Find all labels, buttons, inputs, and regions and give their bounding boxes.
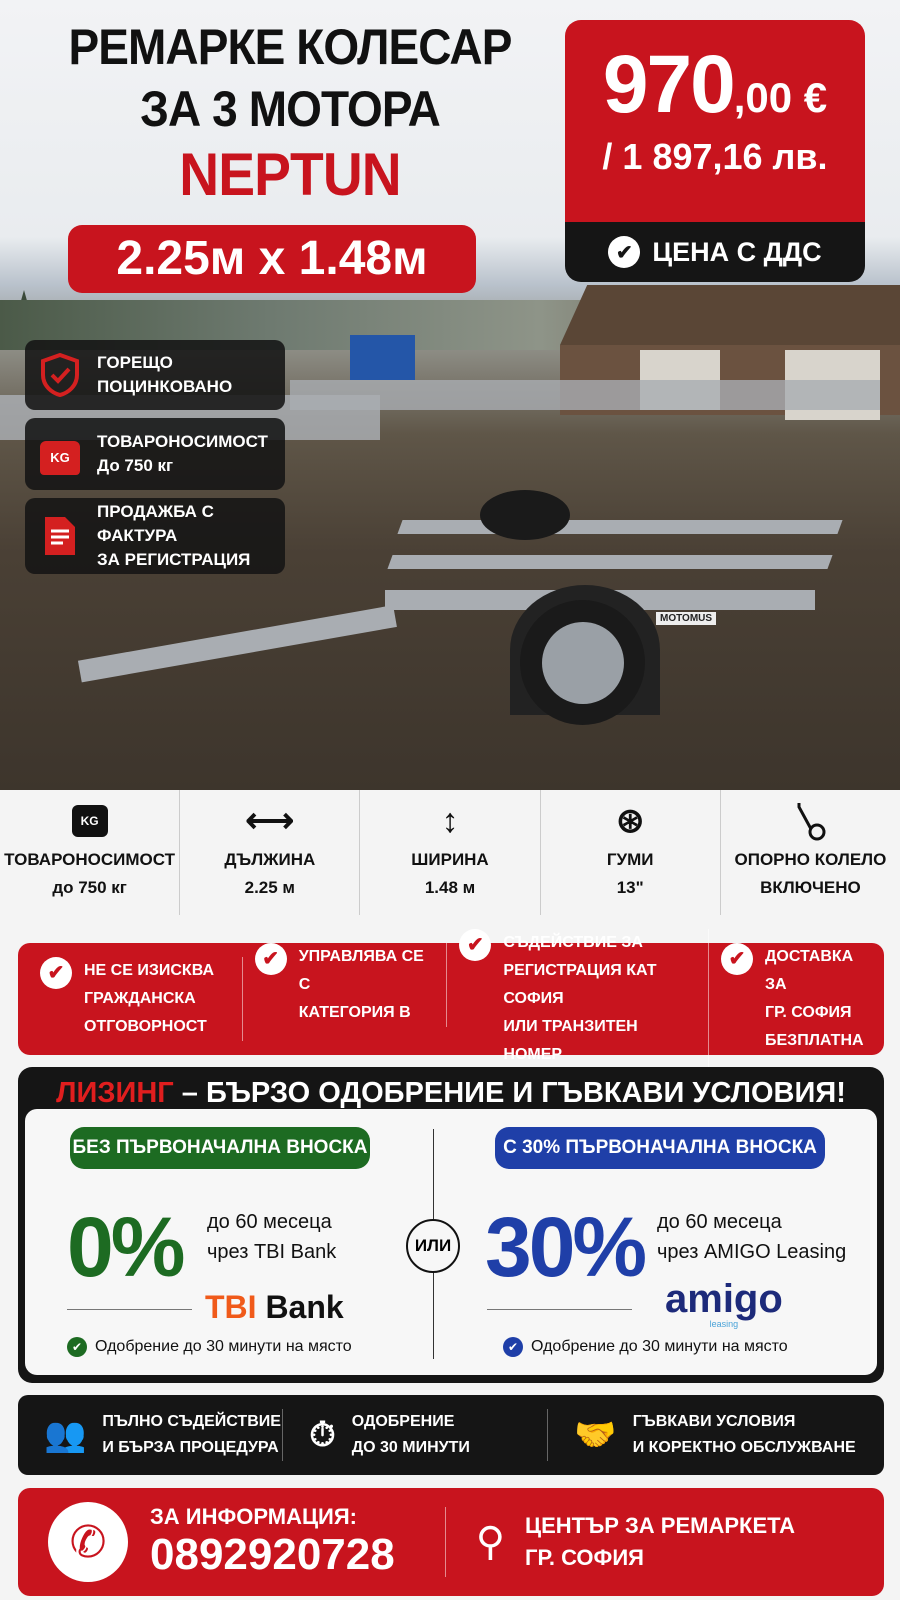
spec-jockey-wheel [721, 790, 900, 915]
spec-value: до 750 кг [52, 878, 127, 897]
feature-line: ЗА РЕГИСТРАЦИЯ [97, 550, 251, 569]
people-icon: 👥 [44, 1416, 87, 1454]
jockey-wheel-icon [721, 796, 900, 846]
vat-text: ЦЕНА С ДДС [652, 236, 822, 267]
right-approval: ✔ Одобрение до 30 минути на място [503, 1337, 788, 1357]
spec-label: ДЪЛЖИНА [224, 850, 316, 869]
document-icon [37, 513, 83, 559]
handshake-icon: 🤝 [574, 1416, 617, 1454]
stopwatch-icon: ⏱ [309, 1416, 336, 1454]
check-icon: ✔ [721, 943, 753, 975]
dimensions-badge: 2.25м x 1.48м [68, 225, 476, 293]
feature-invoice [25, 498, 285, 574]
phone-number[interactable]: 0892920728 [150, 1530, 395, 1579]
contact-bar [18, 1488, 884, 1596]
location-line-2: ГР. СОФИЯ [525, 1545, 644, 1570]
title-line-1: РЕМАРКЕ КОЛЕСАР [68, 19, 512, 75]
price-eur-decimals: ,00 € [733, 74, 828, 121]
brand-name: NEPTUN [179, 141, 401, 208]
price-eur: 970 [602, 39, 734, 130]
price-bgn: / 1 897,16 лв. [602, 136, 828, 177]
or-label: ИЛИ [406, 1219, 460, 1273]
service-item: 👥 ПЪЛНО СЪДЕЙСТВИЕ И БЪРЗА ПРОЦЕДУРА [18, 1409, 283, 1461]
title-line-2: ЗА 3 МОТОРА [140, 81, 440, 137]
check-icon: ✔ [459, 929, 491, 961]
spec-width [360, 790, 540, 915]
spec-value: 2.25 м [244, 878, 295, 897]
benefit-item: ✔ ДОСТАВКА ЗА ГР. СОФИЯ БЕЗПЛАТНА [709, 943, 874, 1055]
benefit-item: ✔ УПРАВЛЯВА СЕ С КАТЕГОРИЯ В [243, 943, 448, 1027]
spec-label: ГУМИ [606, 850, 654, 869]
leasing-panel [25, 1109, 877, 1375]
benefit-item: ✔ СЪДЕЙСТВИЕ ЗА РЕГИСТРАЦИЯ КАТ СОФИЯ ИЛИ ТРАНЗИТЕН НОМЕР [447, 929, 709, 1069]
check-icon: ✔ [503, 1337, 523, 1357]
right-percent: 30% [485, 1200, 645, 1294]
contact-label: ЗА ИНФОРМАЦИЯ: [150, 1504, 357, 1529]
no-deposit-pill: БЕЗ ПЪРВОНАЧАЛНА ВНОСКА [70, 1127, 370, 1169]
spec-label: ШИРИНА [411, 850, 489, 869]
feature-line: До 750 кг [97, 456, 174, 475]
check-icon: ✔ [40, 957, 72, 989]
spec-capacity [0, 790, 180, 915]
service-bar [18, 1395, 884, 1475]
deposit-30-pill: С 30% ПЪРВОНАЧАЛНА ВНОСКА [495, 1127, 825, 1169]
right-term: до 60 месеца чрез AMIGO Leasing [657, 1211, 847, 1263]
check-icon: ✔ [67, 1337, 87, 1357]
trailer-brand-label: MOTOMUS [656, 612, 716, 625]
spec-value: 1.48 м [424, 878, 476, 897]
vertical-arrows-icon: ↕ [441, 802, 459, 840]
spec-length [180, 790, 360, 915]
shield-check-icon [37, 352, 83, 398]
tbi-bank-logo: TBI Bank [205, 1289, 344, 1325]
service-item: ⏱ ОДОБРЕНИЕ ДО 30 МИНУТИ [283, 1409, 548, 1461]
tire-icon: ⊛ [615, 802, 645, 840]
kg-weight-icon: KG [0, 796, 179, 846]
amigo-logo: amigo leasing [665, 1277, 783, 1329]
vat-label [565, 222, 865, 282]
benefits-bar [18, 934, 884, 1063]
left-percent: 0% [67, 1200, 183, 1294]
feature-galvanized [25, 340, 285, 410]
spec-label: ТОВАРОНОСИМОСТ [4, 850, 176, 869]
feature-line: ПРОДАЖБА С ФАКТУРА [97, 502, 214, 545]
feature-line: ГОРЕЩО [97, 353, 173, 372]
price-box [565, 20, 865, 222]
leasing-title: ЛИЗИНГ – БЪРЗО ОДОБРЕНИЕ И ГЪВКАВИ УСЛОВИЯ! [56, 1077, 846, 1109]
benefit-item: ✔ НЕ СЕ ИЗИСКВА ГРАЖДАНСКА ОТГОВОРНОСТ [28, 957, 243, 1041]
check-icon: ✔ [608, 236, 640, 268]
horizontal-arrows-icon: ⟷ [245, 802, 295, 840]
location-line-1: ЦЕНТЪР ЗА РЕМАРКЕТА [525, 1513, 796, 1538]
left-term: до 60 месеца чрез TBI Bank [207, 1211, 337, 1263]
spec-tires [541, 790, 721, 915]
feature-line: ПОЦИНКОВАНО [97, 377, 233, 396]
spec-value: ВКЛЮЧЕНО [760, 878, 861, 897]
left-approval: ✔ Одобрение до 30 минути на място [67, 1337, 352, 1357]
feature-line: ТОВАРОНОСИМОСТ [97, 432, 268, 451]
check-icon: ✔ [255, 943, 287, 975]
kg-weight-icon: KG [37, 431, 83, 477]
leasing-section [18, 1067, 884, 1383]
phone-icon: ✆ [48, 1502, 128, 1582]
service-item: 🤝 ГЪВКАВИ УСЛОВИЯ И КОРЕКТНО ОБСЛУЖВАНЕ [574, 1413, 856, 1456]
location-pin-icon: ⚲ [475, 1520, 506, 1564]
feature-capacity [25, 418, 285, 490]
specs-row [0, 790, 900, 915]
spec-label: ОПОРНО КОЛЕЛО [734, 850, 887, 869]
spec-value: 13" [616, 878, 644, 897]
